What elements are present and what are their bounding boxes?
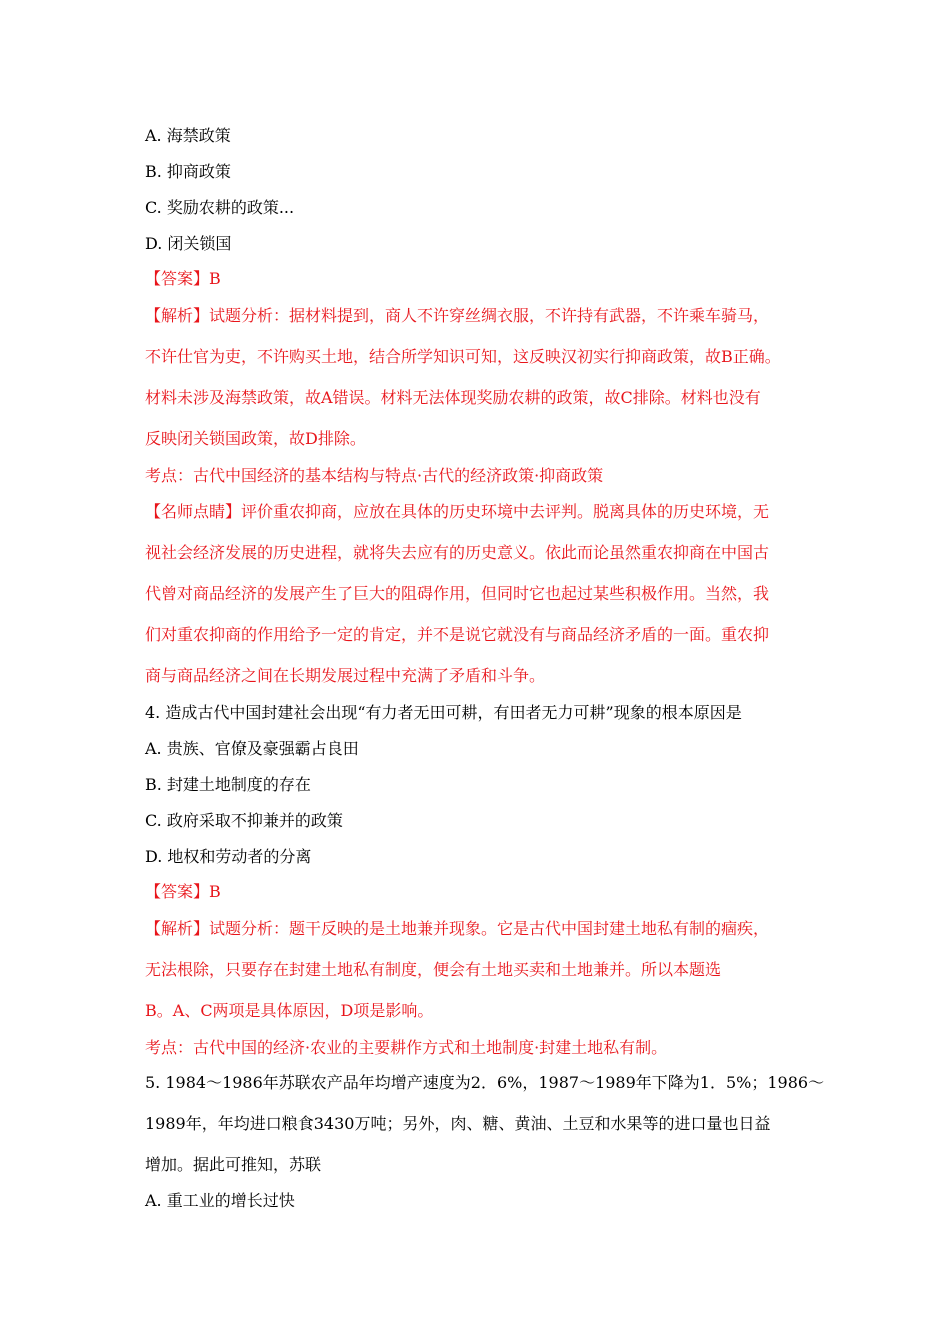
- q5-question-line: 增加。据此可推知，苏联: [145, 1155, 322, 1174]
- q4-kaodian: 考点：古代中国的经济·农业的主要耕作方式和土地制度·封建土地私有制。: [145, 1038, 668, 1057]
- q5-option-a: A. 重工业的增长过快: [145, 1191, 295, 1210]
- q3-mingshi-line: 们对重农抑商的作用给予一定的肯定，并不是说它就没有与商品经济矛盾的一面。重农抑: [145, 625, 770, 644]
- q4-answer: 【答案】B: [145, 882, 221, 901]
- q4-analysis-line: 【解析】试题分析：题干反映的是土地兼并现象。它是古代中国封建土地私有制的痼疾，: [145, 919, 770, 938]
- q3-analysis-line: 反映闭关锁国政策，故D排除。: [145, 429, 366, 448]
- q3-option-d: D. 闭关锁国: [145, 234, 232, 253]
- q3-option-a: A. 海禁政策: [145, 126, 231, 145]
- q5-question-line: 1989年，年均进口粮食3430万吨；另外，肉、糖、黄油、土豆和水果等的进口量也日益: [145, 1114, 771, 1133]
- q4-question: 4. 造成古代中国封建社会出现“有力者无田可耕，有田者无力可耕”现象的根本原因是: [145, 703, 742, 722]
- q3-option-c: C. 奖励农耕的政策...: [145, 198, 295, 217]
- q3-mingshi-line: 代曾对商品经济的发展产生了巨大的阻碍作用，但同时它也起过某些积极作用。当然，我: [145, 584, 770, 603]
- q4-option-b: B. 封建土地制度的存在: [145, 775, 311, 794]
- q3-mingshi-line: 视社会经济发展的历史进程，就将失去应有的历史意义。依此而论虽然重农抑商在中国古: [145, 543, 770, 562]
- q3-analysis-line: 【解析】试题分析：据材料提到，商人不许穿丝绸衣服，不许持有武器，不许乘车骑马，: [145, 306, 770, 325]
- q4-option-c: C. 政府采取不抑兼并的政策: [145, 811, 343, 830]
- q4-option-a: A. 贵族、官僚及豪强霸占良田: [145, 739, 359, 758]
- q4-option-d: D. 地权和劳动者的分离: [145, 847, 312, 866]
- q3-option-b: B. 抑商政策: [145, 162, 231, 181]
- q3-analysis-line: 不许仕官为吏，不许购买土地，结合所学知识可知，这反映汉初实行抑商政策，故B正确。: [145, 347, 781, 366]
- q5-question-line: 5. 1984～1986年苏联农产品年均增产速度为2．6%，1987～1989年下降为1．5%；1986～: [145, 1073, 825, 1092]
- q3-analysis-line: 材料未涉及海禁政策，故A错误。材料无法体现奖励农耕的政策，故C排除。材料也没有: [145, 388, 761, 407]
- q3-kaodian: 考点：古代中国经济的基本结构与特点·古代的经济政策·抑商政策: [145, 466, 604, 485]
- q4-analysis-line: 无法根除，只要存在封建土地私有制度，便会有土地买卖和土地兼并。所以本题选: [145, 960, 722, 979]
- q3-answer: 【答案】B: [145, 269, 221, 288]
- q4-analysis-line: B。A、C两项是具体原因，D项是影响。: [145, 1001, 434, 1020]
- q3-mingshi-line: 【名师点睛】评价重农抑商，应放在具体的历史环境中去评判。脱离具体的历史环境，无: [145, 502, 770, 521]
- q3-mingshi-line: 商与商品经济之间在长期发展过程中充满了矛盾和斗争。: [145, 666, 546, 685]
